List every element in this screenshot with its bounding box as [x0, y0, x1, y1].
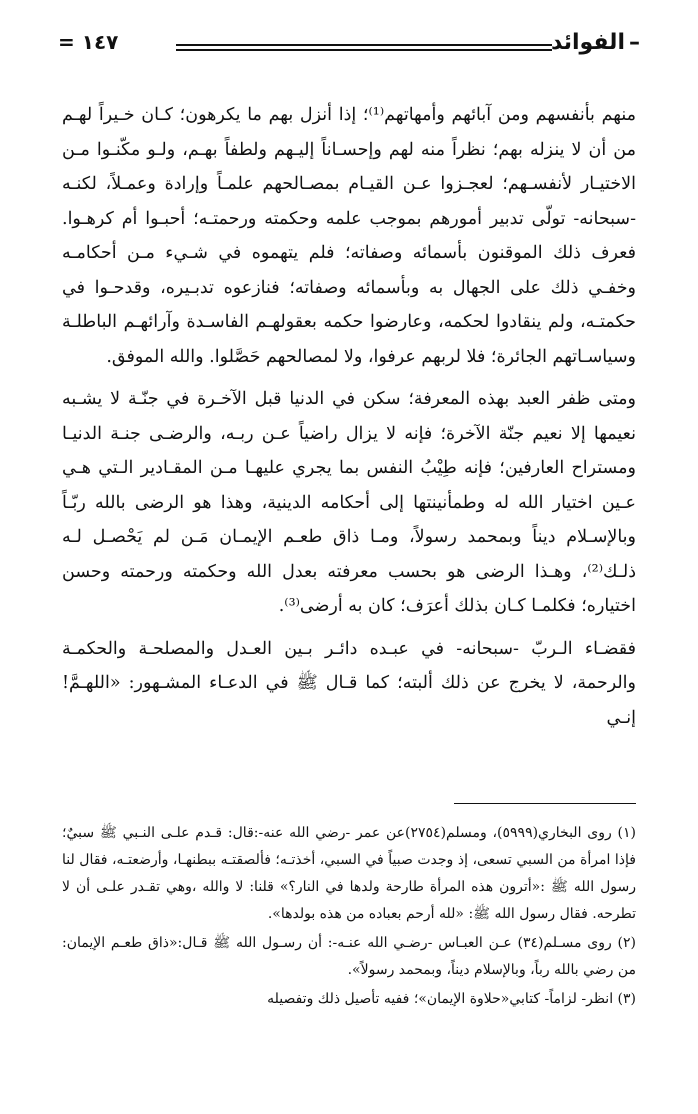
footnote-2: (٢) روى مسـلم(٣٤) عـن العبـاس -رضـي الله عنـه-: أن رسـول الله ﷺ قـال:«ذاق طعـم الإيمان: من رضي بالله رباً، وبالإسلام ديناً، وبمحمد رسولاً». [62, 935, 636, 978]
page-number: = ١٤٧ [58, 30, 119, 54]
footnote-1: (١) روى البخاري(٥٩٩٩)، ومسلم(٢٧٥٤)عن عمر -رضي الله عنه-:قال: قـدم علـى النـبي ﷺ سبيٌ؛ فإذا امرأة من السبي تسعى، إذ وجدت صبياً في السبي، أخذتـه؛ فألصقتـه ببطنهـا، وأرضعتـه، فقال لنا رسول الله ﷺ :«أترون هذه المرأة طارحة ولدها في النار؟» قلنا: لا والله ،وهي تقـدر علـى أن لا تطرحه. فقال رسول الله ﷺ: «لله أرحم بعباده من هذه بولدها». [62, 825, 636, 922]
paragraph-2: ومتى ظفر العبد بهذه المعرفة؛ سكن في الدنيا قبل الآخـرة في جنّـة لا يشـبه نعيمها إلا نعيم جنّة الآخرة؛ فإنه لا يزال راضياً عـن ربـه، والرضـى جنـة الدنيـا ومستراح العارفين؛ فإنه طِيْبُ النفس بما يجري عليهـا مـن المقـادير الـتي هـي عـين اختيار الله له وطمأنينتها إلى أحكامه الدينية، وهذا هو الرضى بالله ربّـاً وبالإسـلام ديناً وبمحمد رسولاً، ومـا ذاق طعـم الإيمـان مَـن لم يَحْصـل لـه ذلـك⁽²⁾، وهـذا الرضى هو بحسب معرفته بعدل الله وحكمته ورحمته وحسن اختياره؛ فكلمـا كـان بذلك أعرَف؛ كان به أرضى⁽³⁾. [62, 389, 636, 616]
paragraph-1: منهم بأنفسهم ومن آبائهم وأمهاتهم⁽¹⁾؛ إذا أنزل بهم ما يكرهون؛ كـان خـيراً لهـم من أن لا ينزله بهم؛ نظراً منه لهم وإحسـاناً إليـهم ولطفاً بهـم، ولـو مكّنـوا مـن الاختيـار لأنفسـهم؛ لعجـزوا عـن القيـام بمصـالحهم علمـاً وإرادة وعمـلاً، لكنـه -سبحانه- تولّى تدبير أمورهم بموجب علمه وحكمته ورحمتـه؛ أحبـوا أم كرهـوا. فعرف ذلك الموقنون بأسمائه وصفاته؛ فلم يتهموه في شـيء مـن أحكامـه وخفـي ذلك على الجهال به وبأسمائه وصفاته؛ فنازعوه تدبـيره، وقدحـوا في حكمتـه، ولم ينقادوا لحكمه، وعارضوا حكمه بعقولهـم الفاسـدة وآرائهـم الباطلـة وسياسـاتهم الجائرة؛ فلا لربهم عرفوا، ولا لمصالحهم حَصَّلوا. والله الموفق. [62, 105, 636, 367]
paragraph-3: فقضـاء الـربّ -سبحانه- في عبـده دائـر بـين العـدل والمصلحـة والحكمـة والرحمة، لا يخرج عن ذلك ألبته؛ كما قـال ﷺ في الدعـاء المشـهور: «اللهـمَّ! إنـي [62, 638, 636, 728]
header-rule-bottom [176, 49, 552, 51]
page-header [58, 28, 640, 68]
running-title-text: الفوائد [551, 30, 625, 55]
footnote-3: (٣) انظر- لزاماً- كتابي«حلاوة الإيمان»؛ ففيه تأصيل ذلك وتفصيله [267, 991, 636, 1007]
title-dash: – [629, 30, 640, 55]
main-text [62, 98, 636, 735]
running-title [551, 30, 640, 55]
header-rule-top [176, 44, 552, 46]
footnote-separator [454, 803, 636, 804]
footnotes [62, 820, 636, 1015]
